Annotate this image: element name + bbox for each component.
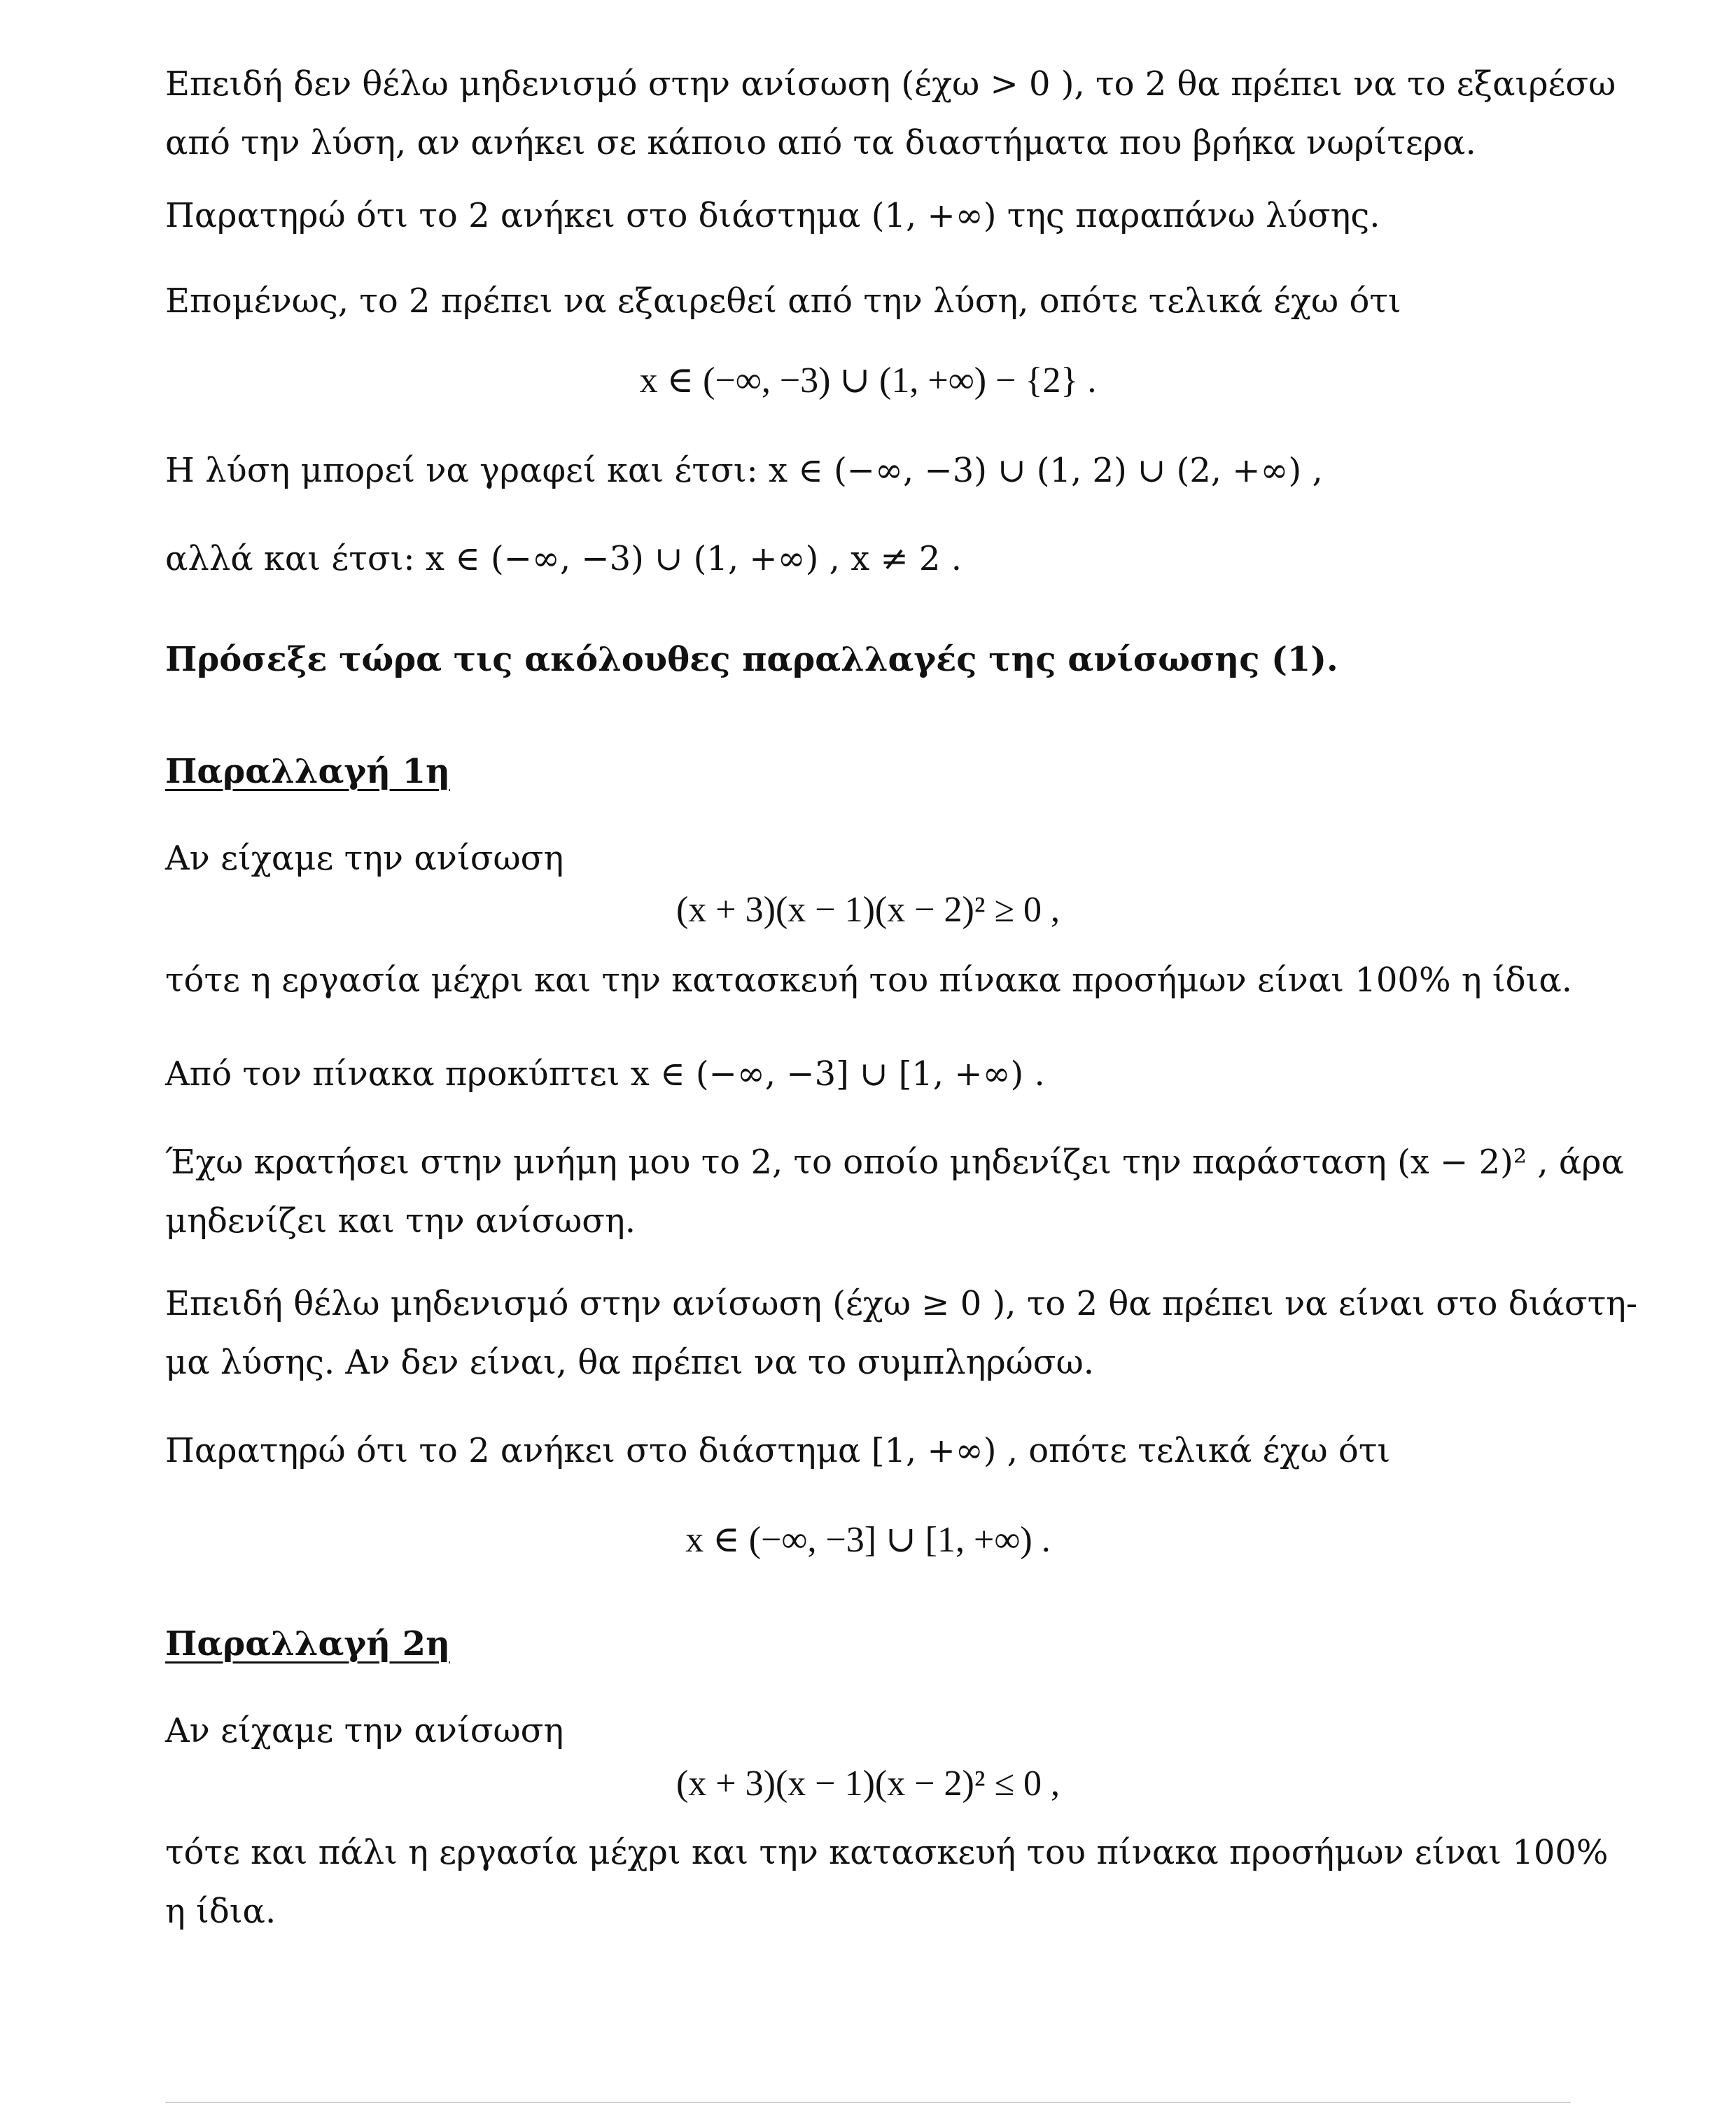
paragraph-line: μα λύσης. Αν δεν είναι, θα πρέπει να το συμπληρώσω. — [165, 1343, 1094, 1382]
inequality-equation: (x + 3)(x − 1)(x − 2)² ≥ 0 , — [676, 890, 1060, 930]
paragraph-line: από την λύση, αν ανήκει σε κάποιο από τα διαστήματα που βρήκα νωρίτερα. — [165, 123, 1476, 162]
paragraph-line: η ίδια. — [165, 1892, 276, 1931]
footer-divider — [165, 2102, 1571, 2103]
paragraph-line: Επειδή δεν θέλω μηδενισμό στην ανίσωση (έχω > 0 ), το 2 θα πρέπει να το εξαιρέσω — [165, 64, 1616, 104]
paragraph-line: Αν είχαμε την ανίσωση — [165, 1711, 564, 1750]
note-bold: Πρόσεξε τώρα τις ακόλουθες παραλλαγές της ανίσωσης (1). — [165, 640, 1338, 679]
paragraph-line: Παρατηρώ ότι το 2 ανήκει στο διάστημα (1, +∞) της παραπάνω λύσης. — [165, 196, 1380, 235]
inequality-equation: (x + 3)(x − 1)(x − 2)² ≤ 0 , — [676, 1764, 1060, 1804]
paragraph-line: Επομένως, το 2 πρέπει να εξαιρεθεί από την λύση, οπότε τελικά έχω ότι — [165, 281, 1401, 321]
paragraph-line: Επειδή θέλω μηδενισμό στην ανίσωση (έχω ≥ 0 ), το 2 θα πρέπει να είναι στο διάστη- — [165, 1284, 1638, 1323]
paragraph-line: αλλά και έτσι: x ∈ (−∞, −3) ∪ (1, +∞) , x ≠ 2 . — [165, 539, 962, 578]
solution-equation: x ∈ (−∞, −3) ∪ (1, +∞) − {2} . — [639, 361, 1097, 400]
paragraph-line: Έχω κρατήσει στην μνήμη μου το 2, το οποίο μηδενίζει την παράσταση (x − 2)² , άρα — [165, 1143, 1624, 1182]
section-heading: Παραλλαγή 1η — [165, 752, 450, 791]
result-equation: x ∈ (−∞, −3] ∪ [1, +∞) . — [685, 1520, 1051, 1560]
paragraph-line: τότε και πάλι η εργασία μέχρι και την κατασκευή του πίνακα προσήμων είναι 100% — [165, 1833, 1609, 1872]
paragraph-line: μηδενίζει και την ανίσωση. — [165, 1201, 636, 1241]
paragraph-line: τότε η εργασία μέχρι και την κατασκευή του πίνακα προσήμων είναι 100% η ίδια. — [165, 961, 1573, 1000]
section-heading: Παραλλαγή 2η — [165, 1624, 450, 1664]
paragraph-line: Παρατηρώ ότι το 2 ανήκει στο διάστημα [1, +∞) , οπότε τελικά έχω ότι — [165, 1431, 1391, 1470]
paragraph-line: Η λύση μπορεί να γραφεί και έτσι: x ∈ (−∞, −3) ∪ (1, 2) ∪ (2, +∞) , — [165, 451, 1323, 490]
paragraph-line: Από τον πίνακα προκύπτει x ∈ (−∞, −3] ∪ [1, +∞) . — [165, 1054, 1045, 1094]
paragraph-line: Αν είχαμε την ανίσωση — [165, 839, 564, 878]
